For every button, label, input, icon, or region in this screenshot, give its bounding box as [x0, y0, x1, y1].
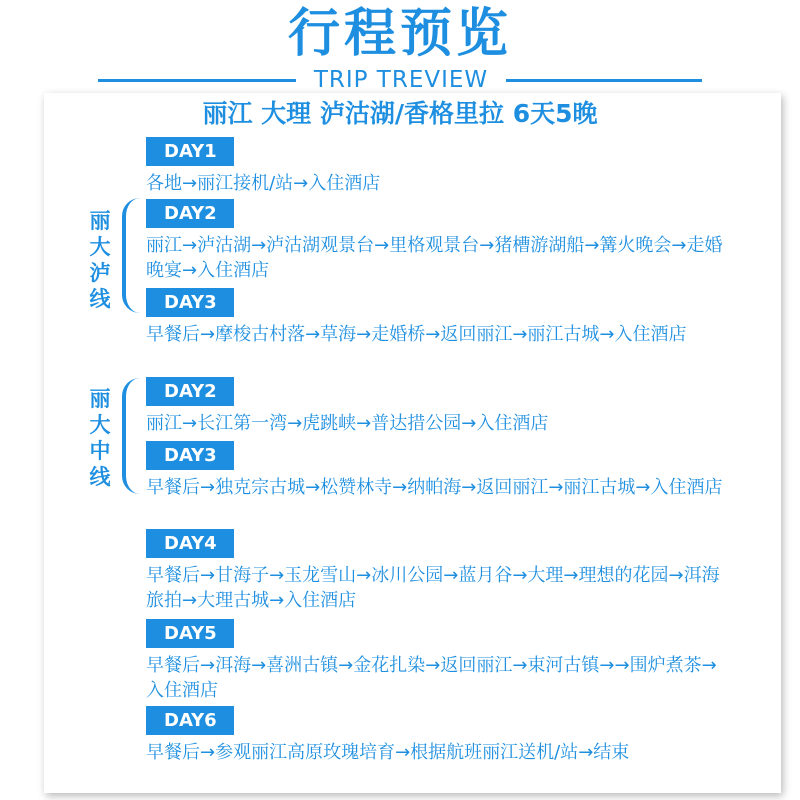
- trip-title: 丽江 大理 泸沽湖/香格里拉 6天5晚: [202, 99, 598, 128]
- page-title: 行程预览: [287, 4, 512, 64]
- day-badge: DAY6: [146, 706, 234, 735]
- page-subtitle: TRIP TREVIEW: [313, 67, 489, 93]
- day-route: 早餐后→独克宗古城→松赞林寺→纳帕海→返回丽江→丽江古城→入住酒店: [146, 477, 723, 498]
- route-option-label-zhongdian: 丽大中线: [89, 387, 111, 489]
- subtitle-divider-right: [506, 79, 702, 82]
- route-option-label-lugu: 丽大泸线: [89, 209, 111, 311]
- day-route: 丽江→泸沽湖→泸沽湖观景台→里格观景台→猪槽游湖船→篝火晚会→走婚晚宴→入住酒店: [146, 235, 723, 281]
- route-option-bracket-zhongdian: [122, 378, 144, 494]
- subtitle-divider-left: [98, 79, 296, 82]
- day-badge: DAY4: [146, 529, 234, 558]
- day-badge: DAY2: [146, 377, 234, 406]
- day-route: 丽江→长江第一湾→虎跳峡→普达措公园→入住酒店: [146, 413, 549, 434]
- day-route: 早餐后→甘海子→玉龙雪山→冰川公园→蓝月谷→大理→理想的花园→洱海旅拍→大理古城→入住酒店: [146, 565, 720, 611]
- day-route: 早餐后→参观丽江高原玫瑰培育→根据航班丽江送机/站→结束: [146, 742, 630, 763]
- day-badge: DAY1: [146, 137, 234, 166]
- day-badge: DAY3: [146, 441, 234, 470]
- day-route: 早餐后→洱海→喜洲古镇→金花扎染→返回丽江→束河古镇→→围炉煮茶→入住酒店: [146, 655, 717, 701]
- day-badge: DAY2: [146, 199, 234, 228]
- day-badge: DAY5: [146, 619, 234, 648]
- day-route: 早餐后→摩梭古村落→草海→走婚桥→返回丽江→丽江古城→入住酒店: [146, 324, 687, 345]
- route-option-bracket-lugu: [122, 198, 144, 313]
- day-route: 各地→丽江接机/站→入住酒店: [146, 173, 381, 194]
- day-badge: DAY3: [146, 288, 234, 317]
